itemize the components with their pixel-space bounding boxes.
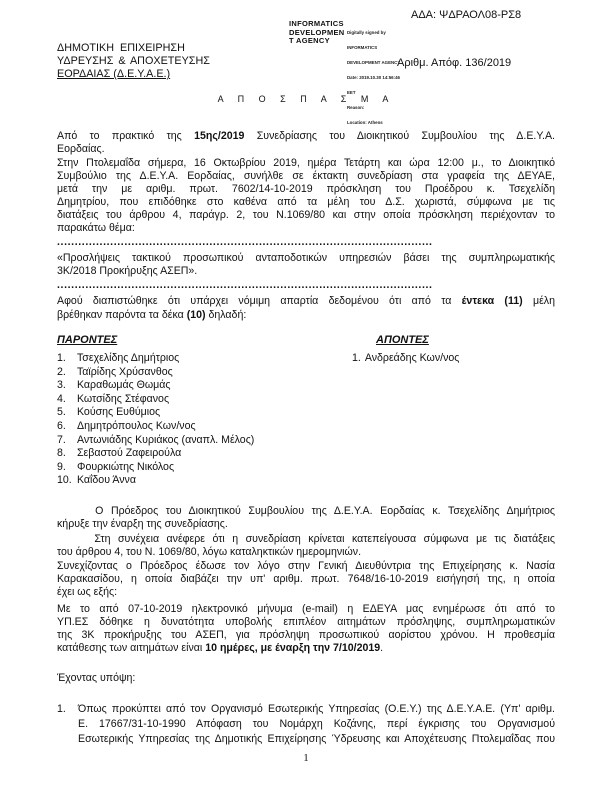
subject-line: «Προσλήψεις τακτικού προσωπικού ανταποδοτικών υπηρεσιών βάσει της συμπληρωματικής <box>57 252 555 264</box>
total-members: έντεκα (11) <box>461 295 523 307</box>
list-item <box>57 461 254 475</box>
org-line: ΥΔΡΕΥΣΗΣ & ΑΠΟΧΕΤΕΥΣΗΣ <box>57 55 210 67</box>
paragraph-line: Στην Πτολεμαΐδα σήμερα, 16 Οκτωβρίου 2019, ημέρα Τετάρτη και ώρα 12:00 μ., το Διοικητικό <box>57 157 555 169</box>
paragraph-line: διατάξεις του άρθρου 4, παράγρ. 2, του Ν.1069/80 και στην οποία πρόσκληση περιέχονταν το <box>57 209 555 221</box>
stamp-detail-line: EET <box>347 90 356 95</box>
numbered-item-line: Ε. 17667/31-10-1990 Απόφαση του Νομάρχη Κοζάνης, περί έγκρισης του Οργανισμού <box>78 718 555 730</box>
stamp-detail-line: DEVELOPMENT AGENCY <box>347 60 401 65</box>
list-item <box>57 393 254 407</box>
item-number: 1. <box>352 352 361 364</box>
stamp-detail-line: Date: 2019.10.30 14:56:46 <box>347 75 400 80</box>
intro-text: Συνεδρίασης του Διοικητικού Συμβουλίου της Δ.Ε.Υ.Α. <box>244 130 555 142</box>
member-name: Δημητρόπουλος Κων/νος <box>77 419 196 432</box>
item-number: 7. <box>57 433 66 446</box>
paragraph-line: Καρακασίδου, η οποία διαβάζει την υπ' αριθμ. πρωτ. 7648/16-10-2019 εισήγησή της, η οποία <box>57 573 555 585</box>
item-number: 5. <box>57 406 66 419</box>
paragraph-line: κήρυξε την έναρξη της συνεδρίασης. <box>57 518 228 530</box>
quorum-line <box>57 295 555 308</box>
decision-number: Αριθμ. Απόφ. 136/2019 <box>397 57 512 69</box>
ada-code: ΑΔΑ: ΨΔΡΑΟΛ08-ΡΣ8 <box>411 9 522 21</box>
list-item <box>57 447 254 461</box>
paragraph-line: Συνεχίζοντας ο Πρόεδρος έδωσε τον λόγο στην Γενική Διευθύντρια της Επιχείρησης κ. Νασία <box>57 560 555 572</box>
quorum-text: δηλαδή: <box>205 309 247 321</box>
absent-members-list <box>352 352 459 366</box>
considering-heading: Έχοντας υπόψη: <box>57 672 136 684</box>
list-item <box>57 379 254 393</box>
item-number: 10. <box>57 474 72 487</box>
paragraph-line: έχει ως εξής: <box>57 586 118 598</box>
quorum-text: μέλη <box>522 295 555 307</box>
digital-signature-stamp <box>289 20 345 46</box>
list-item <box>57 434 254 448</box>
stamp-detail-line: INFORMATICS <box>347 45 378 50</box>
member-name: Κούσης Ευθύμιος <box>77 406 161 419</box>
paragraph-line: Με το από 07-10-2019 ηλεκτρονικό μήνυμα (e-mail) η ΕΔΕΥΑ μας ενημέρωσε ότι από το <box>57 603 555 615</box>
present-header: ΠΑΡΟΝΤΕΣ <box>57 334 118 346</box>
dotted-separator: .......................................................................................................... <box>57 237 433 247</box>
member-name: Κωτσίδης Στέφανος <box>77 392 170 405</box>
list-item <box>57 352 254 366</box>
stamp-title-line: DEVELOPMEN <box>289 27 345 37</box>
item-number: 4. <box>57 392 66 405</box>
list-item <box>57 366 254 380</box>
stamp-detail-line: Reason: <box>347 105 365 110</box>
stamp-detail-line: Location: Athens <box>347 120 383 125</box>
page-number: 1 <box>303 752 309 764</box>
org-line: ΔΗΜΟΤΙΚΗ ΕΠΙΧΕΙΡΗΣΗ <box>57 42 185 54</box>
dotted-separator: .......................................................................................................... <box>57 280 433 290</box>
member-name: Φουρκιώτης Νικόλος <box>77 460 175 473</box>
deadline-text: 10 ημέρες, με έναρξη την 7/10/2019 <box>205 642 381 654</box>
paragraph-line: του άρθρου 4, του Ν. 1069/80, λόγω καταληκτικών ημερομηνιών. <box>57 546 362 558</box>
paragraph-line: Ο Πρόεδρος του Διοικητικού Συμβουλίου της Δ.Ε.Υ.Α. Εορδαίας κ. Τσεχελίδης Δημήτριος <box>57 505 555 517</box>
item-number: 2. <box>57 365 66 378</box>
item-number: 3. <box>57 379 66 392</box>
org-line: ΕΟΡΔΑΙΑΣ (Δ.Ε.Υ.Α.Ε.) <box>57 68 171 80</box>
quorum-text: Αφού διαπιστώθηκε ότι υπάρχει νόμιμη απαρτία δεδομένου ότι από τα <box>57 295 462 307</box>
list-item <box>352 352 459 366</box>
intro-line <box>57 130 555 143</box>
paragraph-line: μετά την με αριθμ. πρωτ. 7602/14-10-2019 πρόσκληση του Προέδρου κ. Τσεχελίδη <box>57 183 555 195</box>
subject-line: 3Κ/2018 Προκήρυξης ΑΣΕΠ». <box>57 265 198 277</box>
stamp-title-line: T AGENCY <box>289 36 330 46</box>
item-number: 1. <box>57 352 66 364</box>
list-item <box>57 474 254 488</box>
item-number: 9. <box>57 460 66 473</box>
paragraph-line: ΥΠ.ΕΣ δόθηκε η δυνατότητα υποβολής επιπλέον αιτημάτων πρόσληψης, συμπληρωματικών <box>57 616 555 628</box>
numbered-item-line: Όπως προκύπτει από τον Οργανισμό Εσωτερικής Υπηρεσίας (Ο.Ε.Υ.) της Δ.Ε.Υ.Α.Ε. (Υπ' αριθμ. <box>78 703 555 715</box>
member-name: Καραθωμάς Θωμάς <box>77 379 171 392</box>
intro-text: Από το πρακτικό της <box>57 130 195 142</box>
paragraph-line <box>57 642 555 655</box>
paragraph-line: παρακάτω θέμα: <box>57 222 135 234</box>
paragraph-line: Δημητρίου, που επιδόθηκε στο καθένα από τα μέλη του Δ.Σ. χωριστά, σύμφωνα με τις <box>57 196 555 208</box>
session-number: 15ης/2019 <box>194 130 245 142</box>
present-members-list <box>57 352 254 488</box>
member-name: Σεβαστού Ζαφειρούλα <box>77 447 182 460</box>
member-name: Τσεχελίδης Δημήτριος <box>77 352 180 364</box>
member-name: Ταϊρίδης Χρύσανθος <box>77 365 173 378</box>
item-number: 8. <box>57 447 66 460</box>
paragraph-line: της 3Κ προκήρυξης του ΑΣΕΠ, για πρόσληψη προσωπικού αορίστου χρόνου. Η προθεσμία <box>57 629 555 641</box>
list-item <box>57 406 254 420</box>
paragraph-text: κατάθεσης των αιτημάτων είναι <box>57 642 206 654</box>
member-name: Ανδρεάδης Κων/νος <box>364 352 460 364</box>
present-count: (10) <box>186 309 206 321</box>
member-name: Αντωνιάδης Κυριάκος (αναπλ. Μέλος) <box>77 433 255 446</box>
stamp-detail-line: Digitally signed by <box>347 30 386 35</box>
item-number: 6. <box>57 419 66 432</box>
list-item <box>57 420 254 434</box>
numbered-item-line: Εσωτερικής Υπηρεσίας της Δημοτικής Επιχείρησης Ύδρευσης και Αποχέτευσης Πτολεμαΐδας που <box>78 733 555 745</box>
intro-line: Εορδαίας. <box>57 143 105 155</box>
organization-block <box>57 42 210 81</box>
member-name: Καΐδου Άννα <box>77 474 136 487</box>
paragraph-line: Συμβούλιο της Δ.Ε.Υ.Α. Εορδαίας, συνήλθε σε έκτακτη συνεδρίαση στα γραφεία της ΔΕΥΑΕ, <box>57 170 555 182</box>
paragraph-text: . <box>380 642 384 654</box>
paragraph-line: Στη συνέχεια ανέφερε ότι η συνεδρίαση κρίνεται κατεπείγουσα σύμφωνα με τις διατάξεις <box>57 533 555 545</box>
absent-header: ΑΠΟΝΤΕΣ <box>376 334 429 346</box>
digital-signature-details <box>347 20 400 130</box>
document-title: Α Π Ο Σ Π Α Σ Μ Α <box>217 94 395 104</box>
quorum-line <box>57 309 555 322</box>
quorum-text: βρέθηκαν παρόντα τα δέκα <box>57 309 187 321</box>
stamp-title-line: INFORMATICS <box>289 19 344 28</box>
item-number: 1. <box>57 703 66 715</box>
